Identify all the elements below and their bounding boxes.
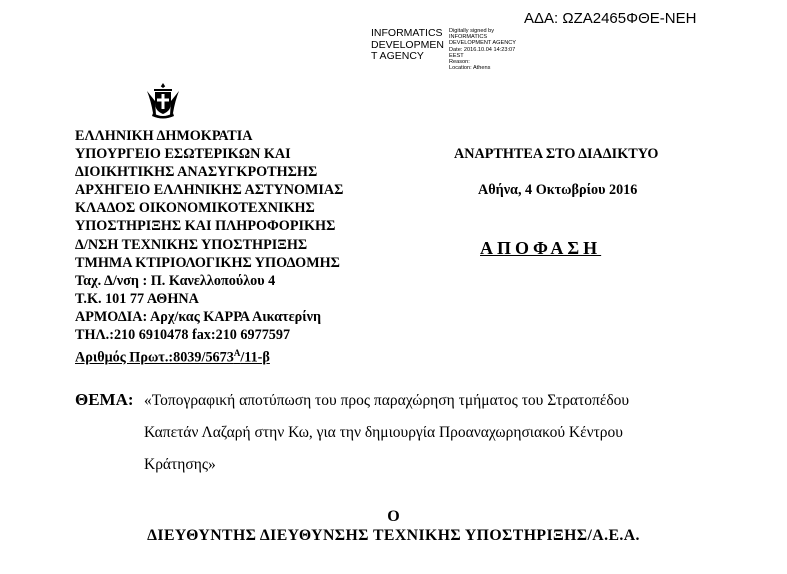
header-line-ministry: ΥΠΟΥΡΓΕΙΟ ΕΣΩΤΕΡΙΚΩΝ ΚΑΙ xyxy=(75,146,291,163)
protocol-number xyxy=(75,344,343,367)
signature-name-line: INFORMATICS xyxy=(371,27,443,39)
header-line-postcode: Τ.Κ. 101 77 ΑΘΗΝΑ xyxy=(75,290,199,307)
signature-detail-line: INFORMATICS xyxy=(449,34,488,41)
header-line-responsible: ΑΡΜΟΔΙΑ: Αρχ/κας ΚΑΡΡΑ Αικατερίνη xyxy=(75,308,322,325)
header-line-branch: ΚΛΑΔΟΣ ΟΙΚΟΝΟΜΙΚΟΤΕΧΝΙΚΗΣ xyxy=(75,200,315,217)
publish-note: ΑΝΑΡΤΗΤΕΑ ΣΤΟ ΔΙΑΔΙΚΤΥΟ xyxy=(454,146,659,162)
closing-article: Ο xyxy=(387,508,400,525)
subject-line: Καπετάν Λαζαρή στην Κω, για την δημιουργία Προαναχωρησιακού Κέντρου xyxy=(144,424,623,441)
header-line-directorate: Δ/ΝΣΗ ΤΕΧΝΙΚΗΣ ΥΠΟΣΤΗΡΙΞΗΣ xyxy=(75,236,308,253)
signature-detail-line: Digitally signed by xyxy=(449,28,495,34)
subject-line: «Τοπογραφική αποτύπωση του προς παραχώρηση τμήματος του Στρατοπέδου xyxy=(144,392,630,409)
header-line-phone: ΤΗΛ.:210 6910478 fax:210 6977597 xyxy=(75,327,291,344)
decision-title: ΑΠΟΦΑΣΗ xyxy=(480,238,602,258)
signature-name-line: DEVELOPMEN xyxy=(371,38,444,51)
header-line-address: Ταχ. Δ/νση : Π. Κανελλοπούλου 4 xyxy=(75,272,276,289)
document-date: Αθήνα, 4 Οκτωβρίου 2016 xyxy=(478,182,638,198)
issuer-header xyxy=(75,127,343,367)
digital-signature-name xyxy=(371,28,444,63)
signature-detail-line: Reason: xyxy=(449,59,470,66)
signature-name-line: T AGENCY xyxy=(371,50,424,62)
header-line-ministry-cont: ΔΙΟΙΚΗΤΙΚΗΣ ΑΝΑΣΥΓΚΡΟΤΗΣΗΣ xyxy=(75,164,318,181)
signature-detail-line: Date: 2016.10.04 14:23:07 xyxy=(449,46,516,53)
header-line-branch-cont: ΥΠΟΣΤΗΡΙΞΗΣ ΚΑΙ ΠΛΗΡΟΦΟΡΙΚΗΣ xyxy=(75,218,336,235)
header-line-police-hq: ΑΡΧΗΓΕΙΟ ΕΛΛΗΝΙΚΗΣ ΑΣΤΥΝΟΜΙΑΣ xyxy=(75,182,344,199)
header-line-republic: ΕΛΛΗΝΙΚΗ ΔΗΜΟΚΡΑΤΙΑ xyxy=(75,128,253,144)
director-title: ΔΙΕΥΘΥΝΤΗΣ ΔΙΕΥΘΥΝΣΗΣ ΤΕΧΝΙΚΗΣ ΥΠΟΣΤΗΡΙΞΗΣ/Α.Ε.Α. xyxy=(147,527,640,544)
protocol-suffix: /11-β xyxy=(240,349,270,366)
header-line-department: ΤΜΗΜΑ ΚΤΙΡΙΟΛΟΓΙΚΗΣ ΥΠΟΔΟΜΗΣ xyxy=(75,254,340,271)
signature-detail-line: Location: Athens xyxy=(449,65,491,72)
ada-number: ΑΔΑ: ΩΖΑ2465ΦΘΕ-ΝΕΗ xyxy=(524,10,697,27)
digital-signature-details xyxy=(449,28,516,71)
protocol-superscript: Α xyxy=(233,348,241,359)
protocol-prefix: Αριθμός Πρωτ.:8039/5673 xyxy=(75,349,234,366)
greek-coat-of-arms-icon xyxy=(144,82,182,120)
subject-label: ΘΕΜΑ: xyxy=(75,390,134,409)
signature-detail-line: DEVELOPMENT AGENCY xyxy=(449,40,517,47)
signature-detail-line: EEST xyxy=(449,52,464,59)
subject-line: Κράτησης» xyxy=(144,456,216,473)
